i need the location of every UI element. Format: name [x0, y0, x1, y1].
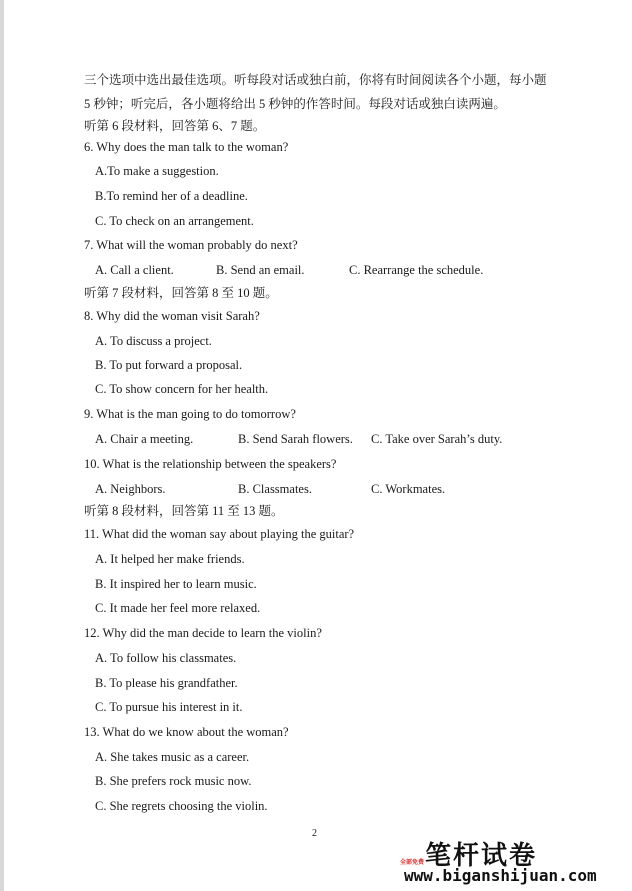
question-8: 8. Why did the woman visit Sarah?	[84, 309, 260, 323]
question-9-option-c: C. Take over Sarah’s duty.	[371, 432, 503, 446]
question-10-option-a: A. Neighbors.	[95, 482, 166, 496]
question-12-option-b: B. To please his grandfather.	[95, 676, 238, 690]
question-10-option-c: C. Workmates.	[371, 482, 446, 496]
question-13-option-a: A. She takes music as a career.	[95, 750, 250, 764]
question-6-option-b: B.To remind her of a deadline.	[95, 189, 248, 203]
question-11: 11. What did the woman say about playing the guitar?	[84, 527, 355, 541]
question-10-option-b: B. Classmates.	[238, 482, 312, 496]
question-7-option-b: B. Send an email.	[216, 263, 305, 277]
question-6-option-c: C. To check on an arrangement.	[95, 214, 254, 228]
question-9: 9. What is the man going to do tomorrow?	[84, 407, 296, 421]
section-7-heading: 听第 7 段材料，回答第 8 至 10 题。	[84, 286, 278, 300]
question-12: 12. Why did the man decide to learn the violin?	[84, 626, 322, 640]
watermark-badge: 全部免费	[400, 859, 425, 866]
watermark-title: 笔杆试卷	[425, 841, 538, 871]
page-number: 2	[312, 828, 317, 839]
question-7-option-c: C. Rearrange the schedule.	[349, 263, 484, 277]
question-9-option-b: B. Send Sarah flowers.	[238, 432, 353, 446]
question-8-option-c: C. To show concern for her health.	[95, 382, 269, 396]
question-8-option-a: A. To discuss a project.	[95, 334, 212, 348]
question-11-option-a: A. It helped her make friends.	[95, 552, 245, 566]
intro-line-2: 5 秒钟；听完后，各小题将给出 5 秒钟的作答时间。每段对话或独白读两遍。	[84, 97, 506, 111]
question-12-option-c: C. To pursue his interest in it.	[95, 700, 243, 714]
watermark-url: www.biganshijuan.com	[404, 866, 597, 885]
question-6: 6. Why does the man talk to the woman?	[84, 140, 289, 154]
question-11-option-b: B. It inspired her to learn music.	[95, 577, 257, 591]
question-13: 13. What do we know about the woman?	[84, 725, 289, 739]
intro-line-1: 三个选项中选出最佳选项。听每段对话或独白前，你将有时间阅读各个小题，每小题	[84, 73, 547, 87]
question-11-option-c: C. It made her feel more relaxed.	[95, 601, 261, 615]
section-6-heading: 听第 6 段材料，回答第 6、7 题。	[84, 119, 266, 133]
question-12-option-a: A. To follow his classmates.	[95, 651, 237, 665]
section-8-heading: 听第 8 段材料，回答第 11 至 13 题。	[84, 504, 284, 518]
question-8-option-b: B. To put forward a proposal.	[95, 358, 243, 372]
question-7: 7. What will the woman probably do next?	[84, 238, 298, 252]
page-edge	[0, 0, 4, 891]
question-7-option-a: A. Call a client.	[95, 263, 174, 277]
question-6-option-a: A.To make a suggestion.	[95, 164, 219, 178]
question-9-option-a: A. Chair a meeting.	[95, 432, 194, 446]
question-10: 10. What is the relationship between the speakers?	[84, 457, 337, 471]
question-13-option-b: B. She prefers rock music now.	[95, 774, 252, 788]
question-13-option-c: C. She regrets choosing the violin.	[95, 799, 268, 813]
